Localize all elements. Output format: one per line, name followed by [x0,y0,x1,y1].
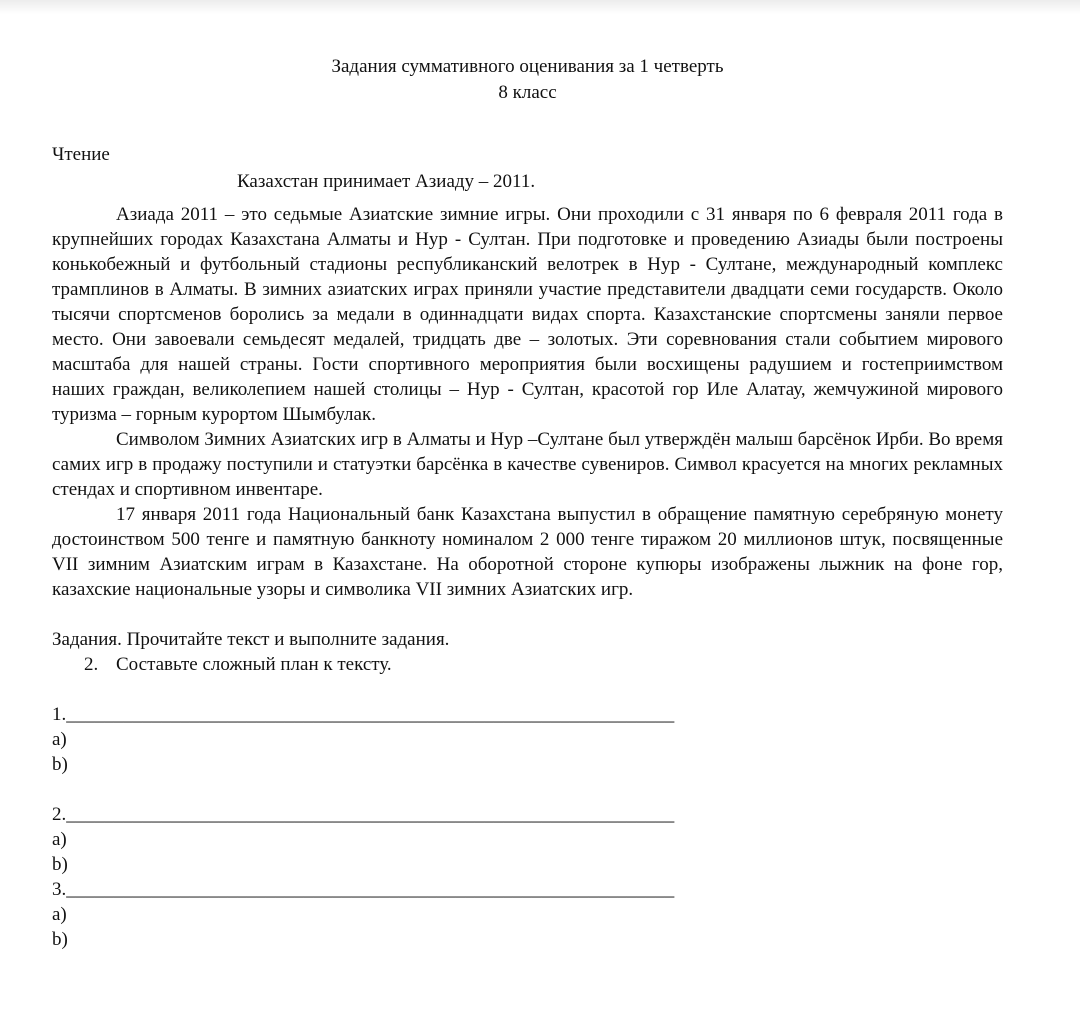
plan-point-1: 1.________________________________________________________________ [52,704,675,725]
title-line-2: 8 класс [498,82,557,103]
spacer [52,777,1003,802]
paragraph-1: Азиада 2011 – это седьмые Азиатские зимние игры. Они проходили с 31 января по 6 февраля 2011 года в крупнейших городах Казахстана Алматы и Нур - Султан. При подготовке и проведению Азиады были построены конькобежный и футбольный стадионы республиканский велотрек в Нур - Султане, международный комплекс трамплинов в Алматы. В зимних азиатских играх приняли участие представители двадцати семи государств. Около тысячи спортсменов боролись за медали в одиннадцати видах спорта. Казахстанские спортсмены заняли первое место. Они завоевали семьдесят медалей, тридцать две – золотых. Эти соревнования стали событием мирового масштаба для нашей страны. Гости спортивного мероприятия были восхищены радушием и гостеприимством наших граждан, великолепием нашей столицы – Нур - Султан, красотой гор Иле Алатау, жемчужиной мирового туризма – горным курортом Шымбулак. [52,204,1003,425]
tasks-block [52,627,1003,677]
plan-point-2: 2.________________________________________________________________ [52,804,675,825]
tasks-label: Задания. [52,629,122,650]
plan-point-3-sub-b: b) [52,929,68,950]
document-title [52,54,1003,106]
page-top-shadow [0,0,1080,14]
tasks-instruction-line [52,627,1003,652]
tasks-instruction: Прочитайте текст и выполните задания. [121,629,450,650]
plan-point-1-sub-b: b) [52,754,68,775]
plan-point-1-sub-a: a) [52,729,67,750]
plan-point-2-sub-b: b) [52,854,68,875]
reading-text [52,202,1003,602]
paragraph-3: 17 января 2011 года Национальный банк Казахстана выпустил в обращение памятную серебряную монету достоинством 500 тенге и памятную банкноту номиналом 2 000 тенге тиражом 20 миллионов штук, посвященные VII зимним Азиатским играм в Казахстане. На оборотной стороне купюры изображены лыжник на фоне гор, казахские национальные узоры и символика VII зимних Азиатских игр. [52,504,1003,600]
plan-point-3-sub-a: a) [52,904,67,925]
plan-point-2-sub-a: a) [52,829,67,850]
paragraph-2: Символом Зимних Азиатских игр в Алматы и Нур –Султане был утверждён малыш барсёнок Ирби. Во время самих игр в продажу поступили и статуэтки барсёнка в качестве сувениров. Символ красуется на многих рекламных стендах и спортивном инвентаре. [52,429,1003,500]
text-title: Казахстан принимает Азиаду – 2011. [237,171,536,192]
task-item [52,652,1003,677]
plan-point-3: 3.________________________________________________________________ [52,879,675,900]
section-label: Чтение [52,144,110,165]
task-item-number: 2. [84,654,99,675]
title-line-1: Задания суммативного оценивания за 1 четверть [331,56,724,77]
task-item-text: Составьте сложный план к тексту. [116,654,392,675]
document-page [52,54,1003,952]
plan-answer-block [52,702,1003,952]
